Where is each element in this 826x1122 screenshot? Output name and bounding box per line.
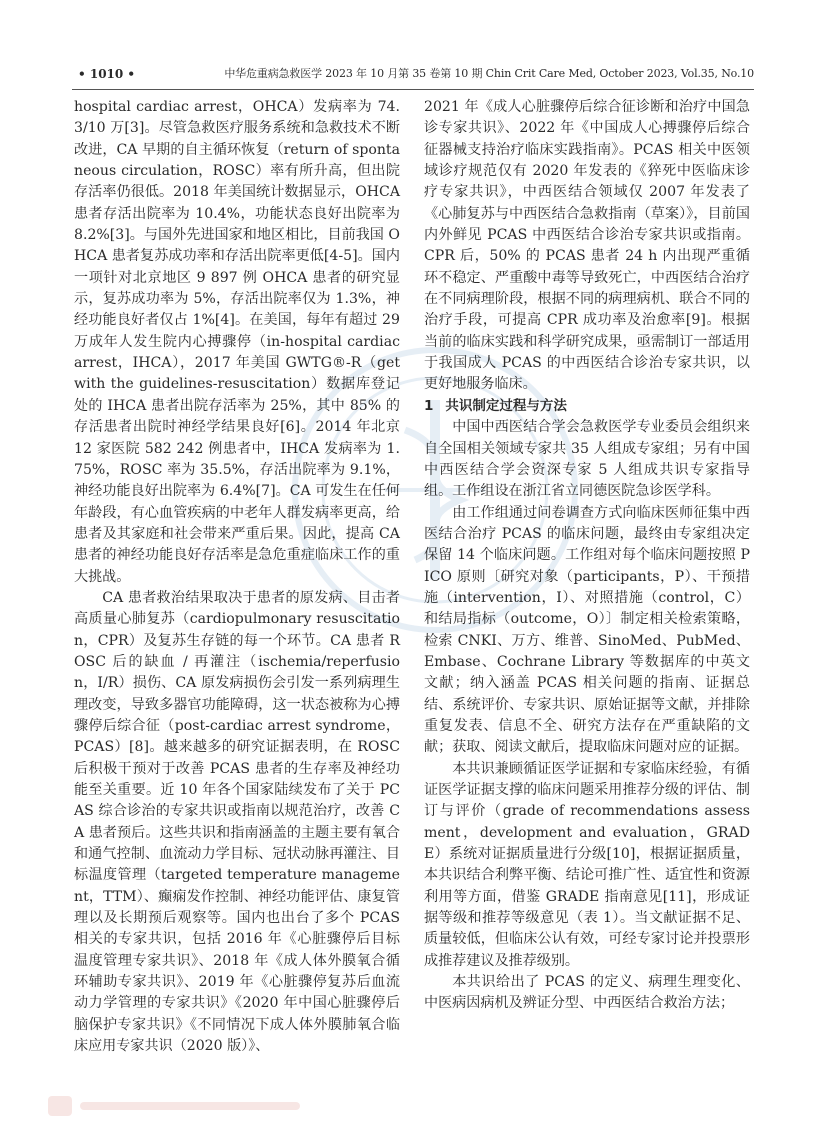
section-number: 1 (424, 397, 434, 414)
section-heading (424, 396, 750, 417)
section-title: 共识制定过程与方法 (445, 397, 567, 414)
journal-citation-line: 中华危重病急救医学 2023 年 10 月第 35 卷第 10 期 Chin Crit Care Med, October 2023, Vol.35, No.10 (224, 67, 754, 80)
left-column (74, 97, 400, 1057)
body-paragraph: 2021 年《成人心脏骤停后综合征诊断和治疗中国急诊专家共识》、2022 年《中国成人心搏骤停后综合征器械支持治疗临床实践指南》。PCAS 相关中医领域诊疗规范仅有 2020 年发表的《猝死中医临床诊疗专家共识》，中西医结合领域仅 2007 年发表了《心肺复苏与中西医结合急救指南（草案）》，目前国内外鲜见 PCAS 中西医结合诊治专家共识或指南。CPR 后，50% 的 PCAS 患者 24 h 内出现严重循环不稳定、严重酸中毒等导致死亡，中西医结合治疗在不同病理阶段，根据不同的病理病机、联合不同的治疗手段，可提高 CPR 成功率及治愈率[9]。根据当前的临床实践和科学研究成果，亟需制订一部适用于我国成人 PCAS 的中西医结合诊治专家共识，以更好地服务临床。 (424, 99, 750, 393)
body-paragraph: 由工作组通过问卷调查方式向临床医师征集中西医结合治疗 PCAS 的临床问题，最终由专家组决定保留 14 个临床问题。工作组对每个临床问题按照 PICO 原则〔研究对象（participants，P）、干预措施（intervention，I）、对照措施（control，C）和结局指标（outcome，O）〕制定相关检索策略，检索 CNKI、万方、维普、SinoMed、PubMed、Embase、Cochrane Library 等数据库的中英文文献；纳入涵盖 PCAS 相关问题的指南、证据总结、系统评价、专家共识、原始证据等文献，并排除重复发表、信息不全、研究方法存在严重缺陷的文献；获取、阅读文献后，提取临床问题对应的证据。 (424, 504, 750, 756)
body-paragraph: 本共识兼顾循证医学证据和专家临床经验，有循证医学证据支撑的临床问题采用推荐分级的评估、制订与评价（grade of recommendations assessment，development and evaluation，GRADE）系统对证据质量进行分级[10]，根据证据质量，本共识结合利弊平衡、结论可推广性、适宜性和资源利用等方面，借鉴 GRADE 指南意见[11]，形成证据等级和推荐等级意见（表 1）。当文献证据不足、质量较低，但临床公认有效，可经专家讨论并投票形成推荐建议及推荐级别。 (424, 760, 750, 969)
running-header (72, 64, 754, 86)
header-divider (72, 89, 754, 90)
body-paragraph: 本共识给出了 PCAS 的定义、病理生理变化、中医病因病机及辨证分型、中西医结合救治方法； (424, 974, 750, 1012)
page-number: • 1010 • (78, 67, 136, 81)
publisher-watermark-icon (48, 1092, 308, 1120)
body-paragraph: 中国中西医结合学会急救医学专业委员会组织来自全国相关领域专家共 35 人组成专家组；另有中国中西医结合学会资深专家 5 人组成共识专家指导组。工作组设在浙江省立同德医院急诊医学科。 (424, 419, 750, 500)
body-paragraph: hospital cardiac arrest，OHCA）发病率为 74.3/10 万[3]。尽管急救医疗服务系统和急救技术不断改进，CA 早期的自主循环恢复（return of spontaneous circulation，ROSC）率有所升高，但出院存活率仍很低。2018 年美国统计数据显示，OHCA 患者存活出院率为 10.4%，功能状态良好出院率为 8.2%[3]。与国外先进国家和地区相比，目前我国 OHCA 患者复苏成功率和存活出院率更低[4-5]。国内一项针对北京地区 9 897 例 OHCA 患者的研究显示，复苏成功率为 5%，存活出院率仅为 1.3%，神经功能良好者仅占 1%[4]。在美国，每年有超过 29 万成年人发生院内心搏骤停（in-hospital cardiac arrest，IHCA），2017 年美国 GWTG®-R（get with the guidelines-resuscitation）数据库登记处的 IHCA 患者出院存活率为 25%，其中 85% 的存活患者出院时神经学结果良好[6]。2014 年北京 12 家医院 582 242 例患者中，IHCA 发病率为 1.75%，ROSC 率为 35.5%，存活出院率为 9.1%，神经功能良好出院率为 6.4%[7]。CA 可发生在任何年龄段，有心血管疾病的中老年人群发病率更高，给患者及其家庭和社会带来严重后果。因此，提高 CA 患者的神经功能良好存活率是急危重症临床工作的重大挑战。 (74, 99, 400, 585)
right-column (424, 97, 750, 1015)
body-paragraph: CA 患者救治结果取决于患者的原发病、目击者高质量心肺复苏（cardiopulmonary resuscitation，CPR）及复苏生存链的每一个环节。CA 患者 ROSC 后的缺血 / 再灌注（ischemia/reperfusion，I/R）损伤、CA 原发病损伤会引发一系列病理生理改变，导致多器官功能障碍，这一状态被称为心搏骤停后综合征（post-cardiac arrest syndrome，PCAS）[8]。越来越多的研究证据表明，在 ROSC 后积极干预对于改善 PCAS 患者的生存率及神经功能至关重要。近 10 年各个国家陆续发布了关于 PCAS 综合诊治的专家共识或指南以规范治疗，改善 CA 患者预后。这些共识和指南涵盖的主题主要有氧合和通气控制、血流动力学目标、冠状动脉再灌注、目标温度管理（targeted temperature management，TTM）、癫痫发作控制、神经功能评估、康复管理以及长期预后观察等。国内也出台了多个 PCAS 相关的专家共识，包括 2016 年《心脏骤停后目标温度管理专家共识》、2018 年《成人体外膜氧合循环辅助专家共识》、2019 年《心脏骤停复苏后血流动力学管理的专家共识》《2020 年中国心脏骤停后脑保护专家共识》《不同情况下成人体外膜肺氧合临床应用专家共识（2020 版）》、 (74, 589, 400, 1055)
